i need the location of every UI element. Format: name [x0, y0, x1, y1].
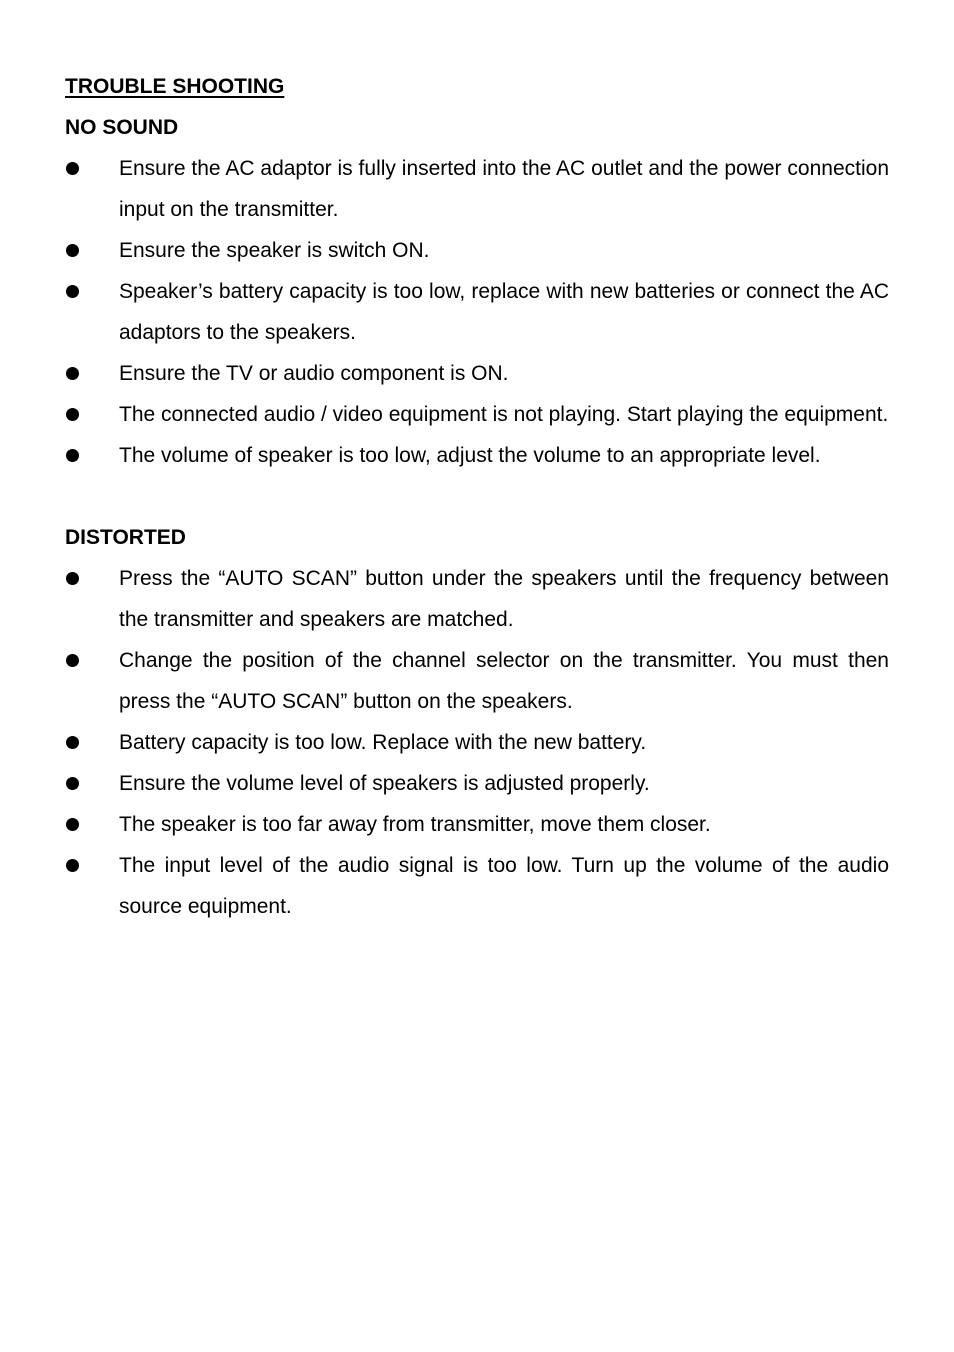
- list-item-text: Battery capacity is too low. Replace with the new battery.: [119, 731, 647, 754]
- list-item: [65, 394, 889, 435]
- bullet-icon: [66, 162, 79, 175]
- bullet-icon: [66, 777, 79, 790]
- list-item-text: The volume of speaker is too low, adjust the volume to an appropriate level.: [119, 444, 821, 467]
- bullet-icon: [66, 244, 79, 257]
- section-heading-distorted: DISTORTED: [65, 526, 186, 549]
- list-item-text: Ensure the volume level of speakers is adjusted properly.: [119, 772, 650, 795]
- section-spacer: [65, 476, 889, 517]
- list-item: [65, 640, 889, 722]
- bullet-icon: [66, 449, 79, 462]
- list-item-text: Ensure the AC adaptor is fully inserted into the AC outlet and the power connection input on the transmitter.: [119, 157, 889, 221]
- bullet-icon: [66, 572, 79, 585]
- section-distorted: [65, 517, 889, 927]
- bullet-icon: [66, 818, 79, 831]
- section-heading-no-sound: NO SOUND: [65, 116, 179, 139]
- list-item: [65, 763, 889, 804]
- bullet-icon: [66, 285, 79, 298]
- bullet-icon: [66, 859, 79, 872]
- list-item-text: The connected audio / video equipment is not playing. Start playing the equipment.: [119, 403, 889, 426]
- page-title: TROUBLE SHOOTING: [65, 75, 285, 98]
- list-item: [65, 845, 889, 927]
- bullet-icon: [66, 654, 79, 667]
- bullet-icon: [66, 408, 79, 421]
- list-item: [65, 435, 889, 476]
- list-item-text: Change the position of the channel selector on the transmitter. You must then press the “AUTO SCAN” button on the speakers.: [119, 649, 889, 713]
- section-no-sound: [65, 107, 889, 476]
- list-item-text: Speaker’s battery capacity is too low, replace with new batteries or connect the AC adaptors to the speakers.: [119, 280, 889, 344]
- list-item: [65, 804, 889, 845]
- list-item-text: Ensure the TV or audio component is ON.: [119, 362, 509, 385]
- distorted-list: [65, 558, 889, 927]
- bullet-icon: [66, 367, 79, 380]
- list-item: [65, 353, 889, 394]
- list-item: [65, 558, 889, 640]
- list-item: [65, 722, 889, 763]
- list-item: [65, 148, 889, 230]
- list-item-text: The input level of the audio signal is too low. Turn up the volume of the audio source equipment.: [119, 854, 889, 918]
- no-sound-list: [65, 148, 889, 476]
- list-item-text: Ensure the speaker is switch ON.: [119, 239, 430, 262]
- list-item-text: The speaker is too far away from transmitter, move them closer.: [119, 813, 711, 836]
- bullet-icon: [66, 736, 79, 749]
- list-item: [65, 230, 889, 271]
- document-page: [65, 66, 889, 927]
- list-item-text: Press the “AUTO SCAN” button under the speakers until the frequency between the transmitter and speakers are matched.: [119, 567, 889, 631]
- list-item: [65, 271, 889, 353]
